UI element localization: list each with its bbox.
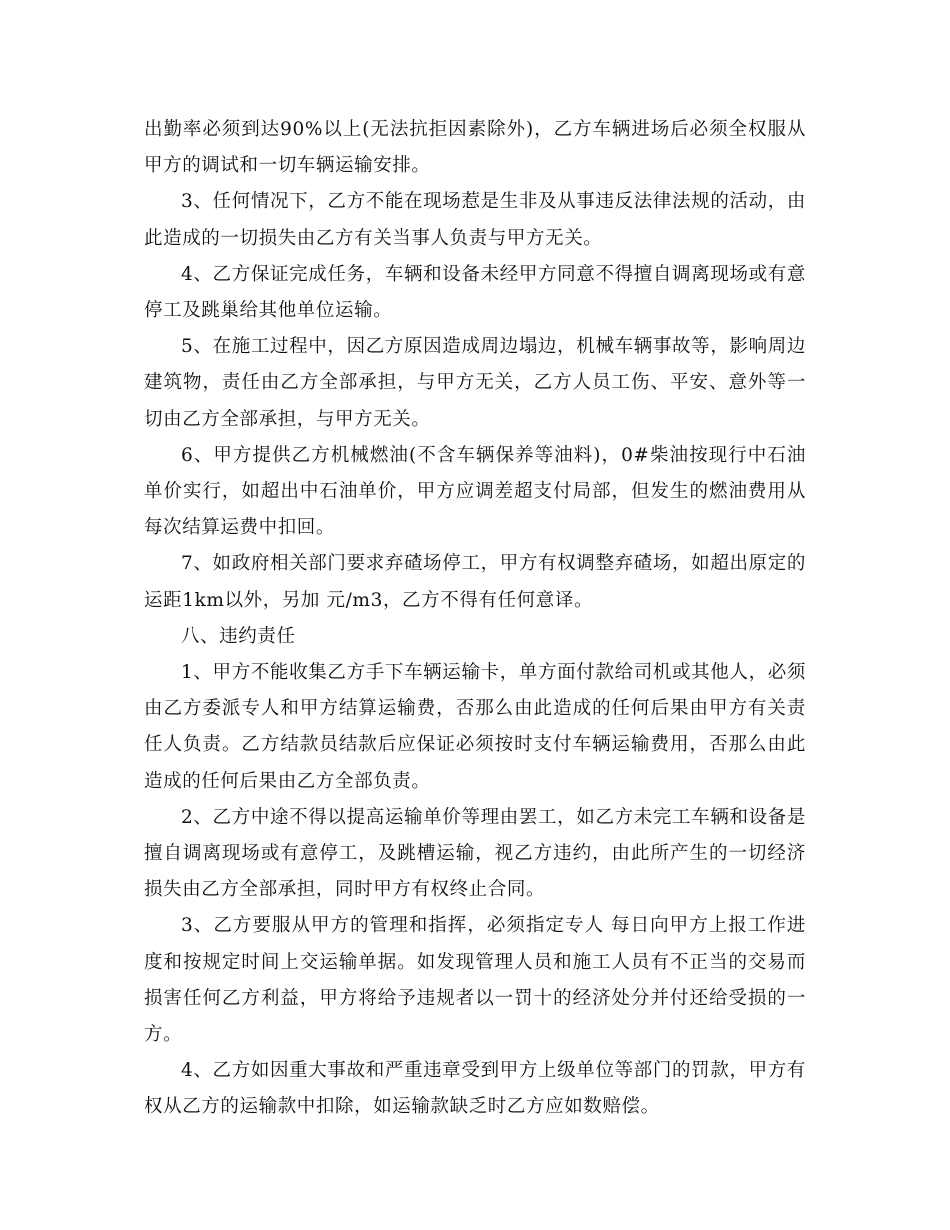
section-heading-breach: 八、违约责任: [181, 625, 296, 647]
document-body: [144, 112, 806, 1126]
paragraph-breach-3: 3、乙方要服从甲方的管理和指挥，必须指定专人 每日向甲方上报工作进度和按规定时间上交运输单据。如发现管理人员和施工人员有不正当的交易而损害任何乙方利益，甲方将给予违规者以一罚十的经济处分并付还给受损的一方。: [144, 915, 806, 1046]
paragraph-breach-2: 2、乙方中途不得以提高运输单价等理由罢工，如乙方未完工车辆和设备是擅自调离现场或有意停工，及跳槽运输，视乙方违约，由此所产生的一切经济损失由乙方全部承担，同时甲方有权终止合同。: [144, 806, 806, 901]
paragraph-clause-6-fuel: 6、甲方提供乙方机械燃油(不含车辆保养等油料)，0#柴油按现行中石油单价实行，如超出中石油单价，甲方应调差超支付局部，但发生的燃油费用从每次结算运费中扣回。: [144, 444, 806, 539]
paragraph-attendance: 出勤率必须到达90%以上(无法抗拒因素除外)，乙方车辆进场后必须全权服从甲方的调试和一切车辆运输安排。: [144, 119, 806, 177]
paragraph-clause-7-dump-site: 7、如政府相关部门要求弃碴场停工，甲方有权调整弃碴场，如超出原定的运距1km以外，另加 元/m3，乙方不得有任何意译。: [144, 553, 806, 611]
paragraph-breach-1: 1、甲方不能收集乙方手下车辆运输卡，单方面付款给司机或其他人，必须由乙方委派专人和甲方结算运输费，否那么由此造成的任何后果由甲方有关责任人负责。乙方结款员结款后应保证必须按时支付车辆运输费用，否那么由此造成的任何后果由乙方全部负责。: [144, 662, 806, 792]
paragraph-clause-3-conduct: 3、任何情况下，乙方不能在现场惹是生非及从事违反法律法规的活动，由此造成的一切损失由乙方有关当事人负责与甲方无关。: [144, 191, 806, 249]
paragraph-clause-4-task: 4、乙方保证完成任务，车辆和设备未经甲方同意不得擅自调离现场或有意停工及跳巢给其他单位运输。: [144, 263, 806, 322]
paragraph-clause-5-liability: 5、在施工过程中，因乙方原因造成周边塌边，机械车辆事故等，影响周边建筑物，责任由乙方全部承担，与甲方无关，乙方人员工伤、平安、意外等一切由乙方全部承担，与甲方无关。: [144, 336, 806, 430]
paragraph-breach-4: 4、乙方如因重大事故和严重违章受到甲方上级单位等部门的罚款，甲方有权从乙方的运输款中扣除，如运输款缺乏时乙方应如数赔偿。: [144, 1060, 806, 1118]
